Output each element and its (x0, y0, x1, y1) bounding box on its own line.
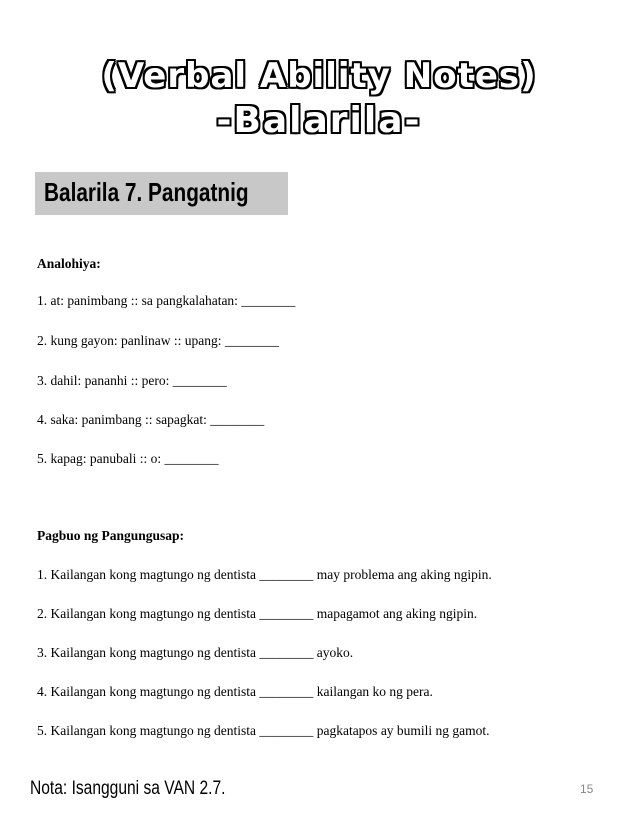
sentence-item: 1. Kailangan kong magtungo ng dentista ________ may problema ang aking ngipin. (37, 567, 492, 582)
sentence-item: 2. Kailangan kong magtungo ng dentista ________ mapagamot ang aking ngipin. (37, 606, 478, 621)
page-number: 15 (580, 782, 594, 796)
page-subtitle: -Balarila- (216, 100, 422, 141)
section-banner-label: Balarila 7. Pangatnig (44, 177, 249, 207)
analogy-item: 3. dahil: pananhi :: pero: ________ (37, 373, 227, 388)
analogy-item: 1. at: panimbang :: sa pangkalahatan: ________ (37, 293, 296, 308)
analogy-item: 5. kapag: panubali :: o: ________ (37, 451, 219, 466)
section-banner (35, 172, 288, 215)
analogy-item: 2. kung gayon: panlinaw :: upang: ________ (37, 333, 279, 348)
sentence-item: 4. Kailangan kong magtungo ng dentista ________ kailangan ko ng pera. (37, 684, 433, 699)
analogy-heading: Analohiya: (37, 256, 101, 271)
analogy-item: 4. saka: panimbang :: sapagkat: ________ (37, 412, 265, 427)
footer-note: Nota: Isangguni sa VAN 2.7. (30, 778, 226, 799)
sentence-item: 5. Kailangan kong magtungo ng dentista ________ pagkatapos ay bumili ng gamot. (37, 723, 490, 738)
sentence-item: 3. Kailangan kong magtungo ng dentista ________ ayoko. (37, 645, 354, 660)
page-title: (Verbal Ability Notes) (101, 56, 537, 96)
sentences-heading: Pagbuo ng Pangungusap: (37, 528, 185, 543)
